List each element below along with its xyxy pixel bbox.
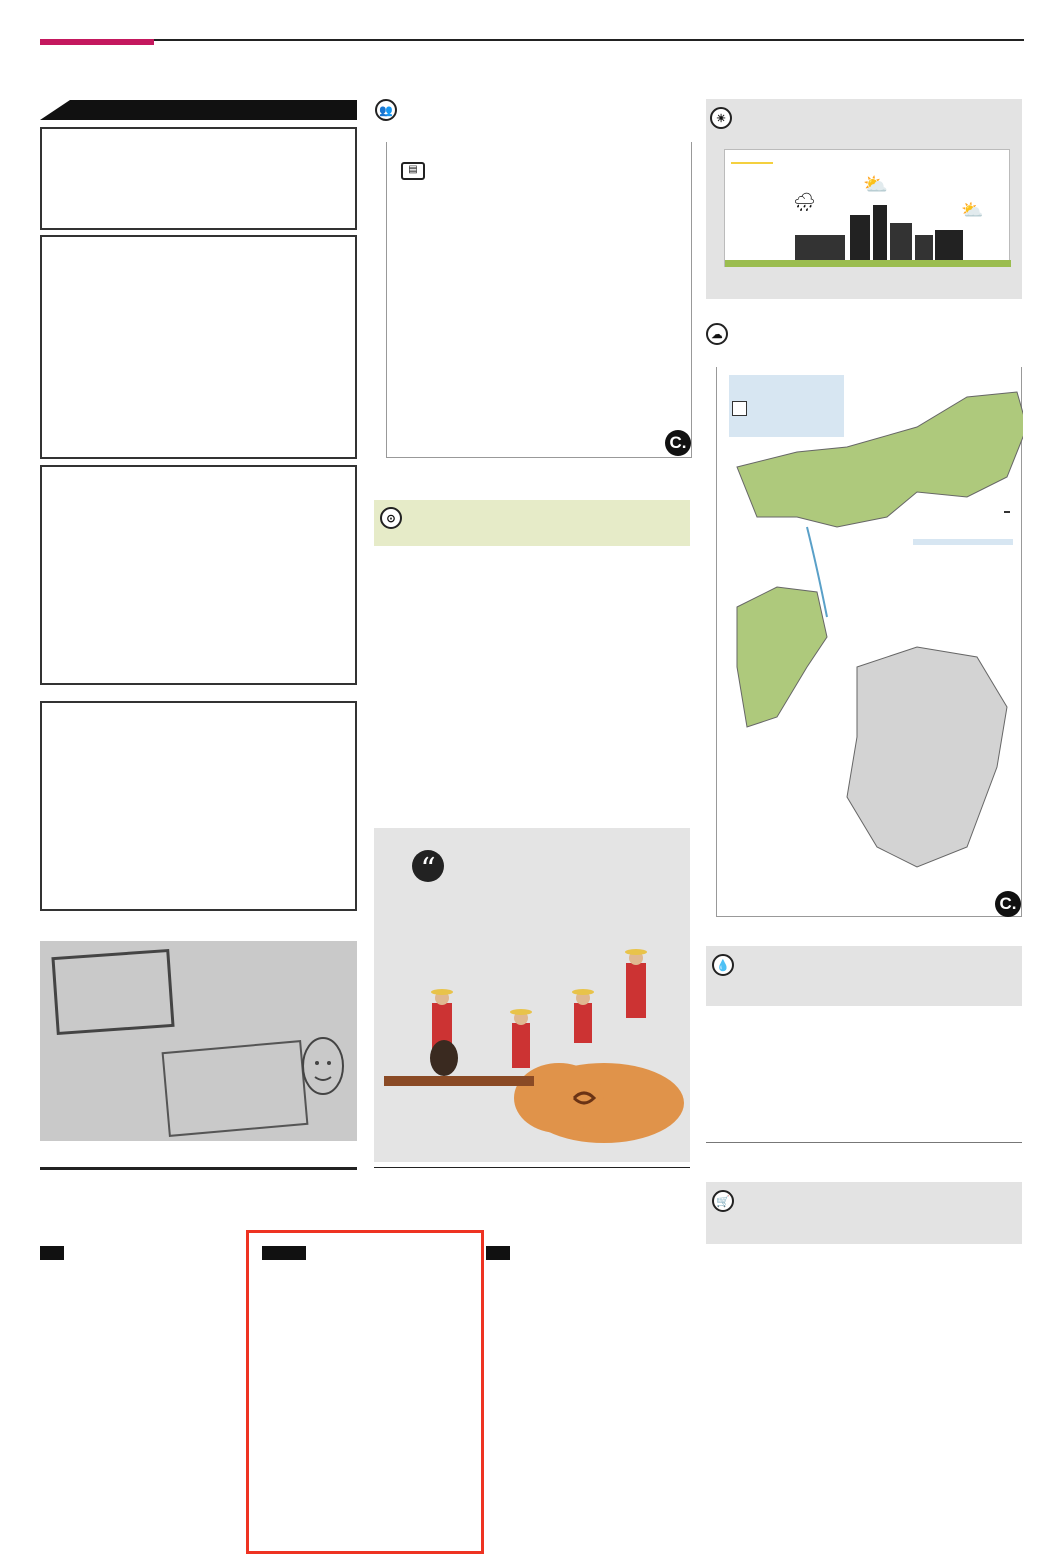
- news-oriente: [262, 1246, 468, 1277]
- whatsapp-stamp: [162, 1040, 309, 1137]
- news-nordeste: [486, 1246, 690, 1277]
- sun-cloud-icon: ☀: [710, 107, 732, 129]
- id-card-icon: ▤: [401, 162, 425, 180]
- city-skyline-icon: [725, 205, 1011, 267]
- violin-musicians-illustration-icon: [374, 948, 690, 1162]
- clima-box: [706, 99, 1022, 299]
- movilidad-header: [374, 500, 690, 546]
- obit-1: [40, 127, 357, 230]
- news-occidente: [40, 1246, 244, 1277]
- obit-3: [40, 465, 357, 685]
- chart-baseline: [706, 1142, 1022, 1143]
- embalses-chart: [706, 1010, 1022, 1142]
- whatsapp-number: [170, 1046, 294, 1057]
- map-hash-symbol: [732, 401, 747, 416]
- tag-oriente: [262, 1246, 306, 1260]
- tag-nordeste: [486, 1246, 510, 1260]
- shopping-cart-icon: 🛒: [712, 1190, 734, 1212]
- canasta-header: [706, 1182, 1022, 1244]
- highlight-frame: [246, 1230, 484, 1554]
- quote-mark-icon: “: [412, 850, 444, 882]
- people-icon: 👥: [375, 99, 397, 121]
- contalo-stamp: [51, 949, 174, 1035]
- partly-cloudy-icon: ⛅: [863, 174, 888, 196]
- col-descripcion: [408, 555, 620, 562]
- clima-illustration: [724, 149, 1010, 267]
- top-rule: [40, 39, 1024, 41]
- rule-left: [40, 1167, 357, 1170]
- rule-mid: [374, 1167, 690, 1168]
- woman-illustration-icon: [295, 1031, 350, 1106]
- medida-box: [386, 142, 692, 458]
- infracciones-table: [374, 555, 690, 562]
- cloudy-icon: ⛅: [961, 200, 984, 220]
- colombiano-c-icon: C.: [665, 430, 691, 456]
- col-total: [620, 555, 690, 562]
- water-drop-icon: 💧: [712, 954, 734, 976]
- embalses-header: [706, 946, 1022, 1006]
- contalo-promo: [40, 941, 357, 1141]
- obit-4: [40, 701, 357, 911]
- obits-label-bar: [40, 100, 357, 120]
- quote-box: [374, 828, 690, 1162]
- section-color-bar: [40, 39, 154, 45]
- obit-2: [40, 235, 357, 459]
- temperature-range: [731, 162, 773, 164]
- cloud-icon: ☁: [706, 323, 728, 345]
- storm-cloud-icon: 🌧: [793, 192, 816, 212]
- tag-occidente: [40, 1246, 64, 1260]
- north-arrow-icon: [1004, 511, 1010, 513]
- steering-wheel-icon: ⊙: [380, 507, 402, 529]
- colombiano-c-icon: C.: [995, 891, 1021, 917]
- col-cod: [374, 555, 408, 562]
- map-date: [913, 539, 1013, 545]
- pm25-map: [716, 367, 1022, 917]
